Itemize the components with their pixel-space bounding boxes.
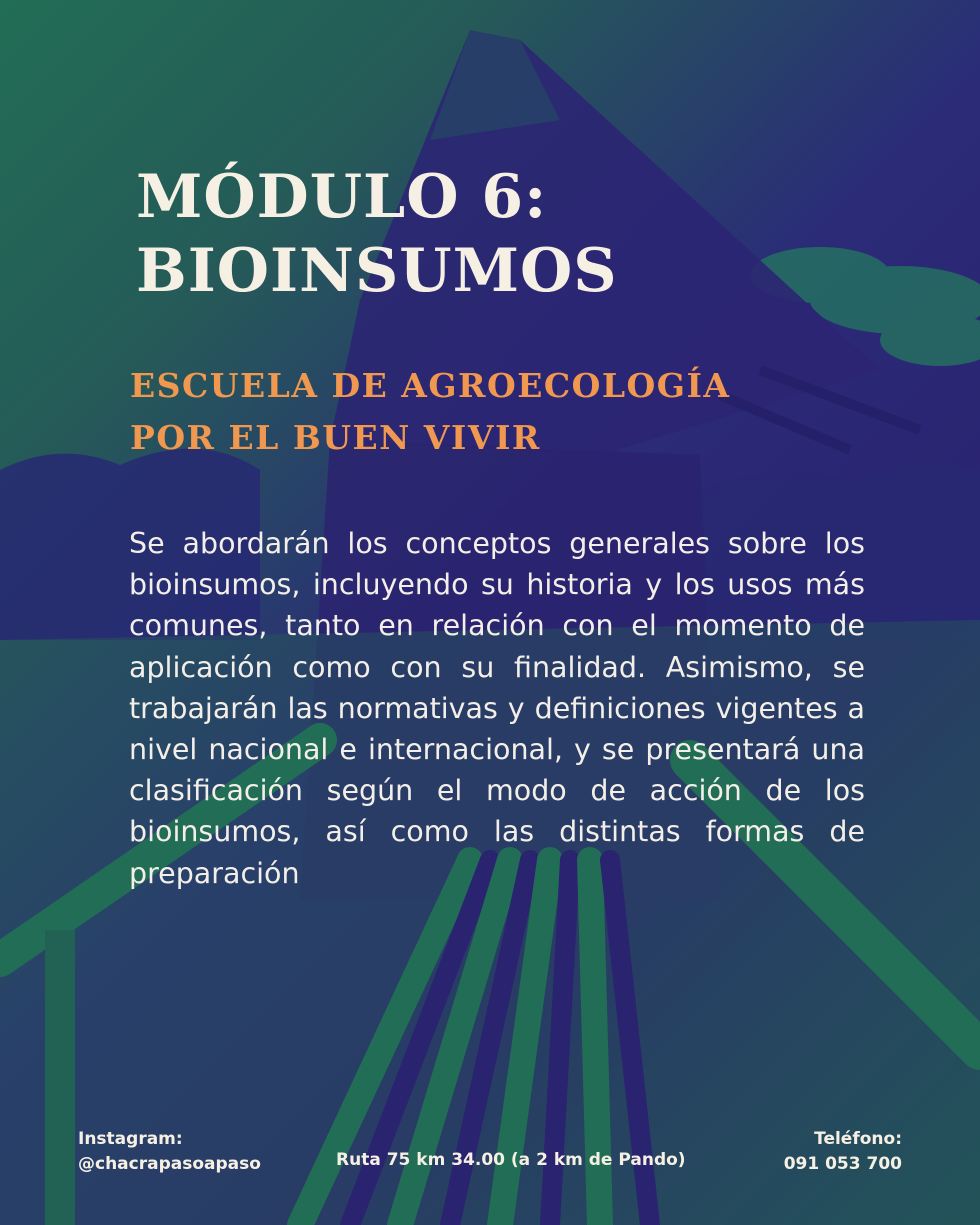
school-name <box>130 360 731 464</box>
instagram-info <box>78 1127 261 1177</box>
phone-label: Teléfono: <box>814 1129 902 1149</box>
address-text: Ruta 75 km 34.00 (a 2 km de Pando) <box>336 1150 686 1170</box>
module-description: Se abordarán los conceptos generales sobre los bioinsumos, incluyendo su historia y los usos más comunes, tanto en relación con el momento de aplicación como con su finalidad. Asimismo, se trabajarán las normativas y definiciones vigentes a nivel nacional e internacional, y se presentará una clasificación según el modo de acción de los bioinsumos, así como las distintas formas de preparación <box>129 527 865 890</box>
title-line-1: MÓDULO 6: <box>136 162 548 232</box>
instagram-label: Instagram: <box>78 1129 183 1149</box>
instagram-handle[interactable]: @chacrapasoapaso <box>78 1154 261 1174</box>
subtitle-line-2: POR EL BUEN VIVIR <box>130 418 541 457</box>
subtitle-line-1: ESCUELA DE AGROECOLOGÍA <box>130 366 731 405</box>
phone-number[interactable]: 091 053 700 <box>783 1154 902 1174</box>
phone-info <box>784 1127 902 1177</box>
title-line-2: BIOINSUMOS <box>136 236 618 306</box>
page-title <box>136 160 618 308</box>
address-info <box>336 1148 686 1173</box>
